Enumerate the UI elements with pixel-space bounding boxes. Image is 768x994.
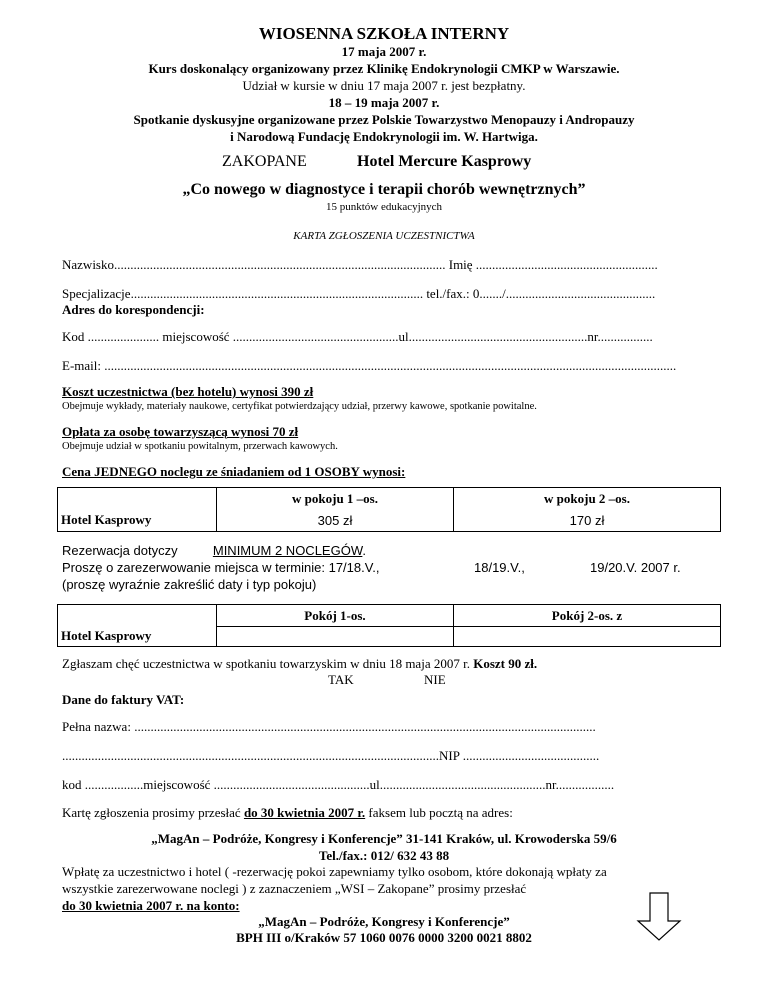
name-field[interactable]: Nazwisko...................................................................................................... Imię ........................................................ xyxy=(62,257,658,272)
price-header-double: w pokoju 2 –os. xyxy=(454,488,721,510)
invoice-name-field[interactable]: Pełna nazwa: .............................................................................................................................................. xyxy=(62,719,596,734)
social-yes-option[interactable]: TAK xyxy=(328,672,354,687)
reservation-line-2: Proszę o zarezerwowanie miejsca w terminie: 17/18.V., xyxy=(62,560,380,575)
payment-deadline: do 30 kwietnia 2007 r. na konto: xyxy=(62,898,240,913)
email-field[interactable]: E-mail: ................................................................................................................................................................................ xyxy=(62,358,677,373)
room-header-double: Pokój 2-os. z xyxy=(454,605,721,627)
bank-account: BPH III o/Kraków 57 1060 0076 0000 3200 0021 8802 xyxy=(236,930,532,945)
reservation-label: Rezerwacja dotyczy xyxy=(62,543,178,558)
price-title: Cena JEDNEGO noclegu ze śniadaniem od 1 OSOBY wynosi: xyxy=(62,464,406,479)
reservation-date-c[interactable]: 19/20.V. 2007 r. xyxy=(590,560,681,575)
companion-title: Opłata za osobę towarzyszącą wynosi 70 zł xyxy=(62,424,299,439)
hotel-name: Hotel Mercure Kasprowy xyxy=(357,153,532,170)
social-line xyxy=(62,656,537,672)
room-row-label: Hotel Kasprowy xyxy=(58,627,217,647)
social-no-option[interactable]: NIE xyxy=(424,672,446,687)
page-title: WIOSENNA SZKOŁA INTERNY xyxy=(258,24,510,43)
city: ZAKOPANE xyxy=(222,153,307,170)
room-table-corner xyxy=(58,605,217,627)
address-label: Adres do korespondencji: xyxy=(62,302,205,317)
agency-phone: Tel./fax.: 012/ 632 43 88 xyxy=(318,848,450,863)
course-description: Kurs doskonalący organizowany przez Klinikę Endokrynologii CMKP w Warszawie. xyxy=(148,61,620,76)
price-table xyxy=(57,487,721,532)
payment-line-1: Wpłatę za uczestnictwo i hotel ( -rezerwację pokoi zapewniamy tylko osobom, które dokonają wpłaty za xyxy=(62,864,607,879)
edu-points: 15 punktów edukacyjnych xyxy=(325,201,443,213)
reservation-line-1 xyxy=(62,543,366,558)
specialization-field[interactable]: Specjalizacje.......................................................................................... tel./fax.: 0......./.............................................. xyxy=(62,286,656,301)
room-double-cell[interactable] xyxy=(454,627,721,647)
payment-company: „MagAn – Podróże, Kongresy i Konferencje” xyxy=(258,914,510,929)
reservation-line-3: (proszę wyraźnie zakreślić daty i typ pokoju) xyxy=(62,577,317,592)
meeting-date: 18 – 19 maja 2007 r. xyxy=(328,95,440,110)
invoice-address-field[interactable]: kod ..................miejscowość ................................................ul...................................................nr.................. xyxy=(62,777,615,792)
price-double: 170 zł xyxy=(454,510,721,532)
cost-note: Obejmuje wykłady, materiały naukowe, certyfikat potwierdzający udział, przerwy kawowe, spotkanie powitalne. xyxy=(62,401,537,412)
social-cost: Koszt 90 zł. xyxy=(473,656,538,671)
price-single: 305 zł xyxy=(217,510,454,532)
meeting-organizers-1: Spotkanie dyskusyjne organizowane przez Polskie Towarzystwo Menopauzy i Andropauzy xyxy=(133,112,635,127)
send-method: faksem lub pocztą na adres: xyxy=(368,805,513,820)
payment-line-2: wszystkie zarezerwowane noclegi ) z zaznaczeniem „WSI – Zakopane” prosimy przesłać xyxy=(62,881,527,896)
send-text: Kartę zgłoszenia prosimy przesłać xyxy=(62,805,241,820)
reservation-minimum: MINIMUM 2 NOCLEGÓW xyxy=(212,543,363,558)
companion-note: Obejmuje udział w spotkaniu powitalnym, przerwach kawowych. xyxy=(62,441,338,452)
form-title: KARTA ZGŁOSZENIA UCZESTNICTWA xyxy=(293,230,475,242)
invoice-nip-field[interactable]: ....................................................................................................................NIP .......................................... xyxy=(62,748,600,763)
room-single-cell[interactable] xyxy=(217,627,454,647)
course-date: 17 maja 2007 r. xyxy=(341,44,427,59)
social-text: Zgłaszam chęć uczestnictwa w spotkaniu towarzyskim w dniu 18 maja 2007 r. xyxy=(62,656,470,671)
room-header-single: Pokój 1-os. xyxy=(217,605,454,627)
reservation-period: . xyxy=(362,543,366,558)
reservation-date-b[interactable]: 18/19.V., xyxy=(474,560,525,575)
agency-address: „MagAn – Podróże, Kongresy i Konferencje” 31-141 Kraków, ul. Krowoderska 59/6 xyxy=(151,831,617,846)
postal-field[interactable]: Kod ...................... miejscowość ...................................................ul.......................................................nr................. xyxy=(62,329,653,344)
invoice-title: Dane do faktury VAT: xyxy=(62,692,185,707)
meeting-organizers-2: i Narodową Fundację Endokrynologii im. W. Hartwiga. xyxy=(230,129,538,144)
room-table xyxy=(57,604,721,647)
price-row-label: Hotel Kasprowy xyxy=(58,510,217,532)
cost-title: Koszt uczestnictwa (bez hotelu) wynosi 390 zł xyxy=(62,384,314,399)
free-note: Udział w kursie w dniu 17 maja 2007 r. jest bezpłatny. xyxy=(242,78,526,93)
price-table-corner xyxy=(58,488,217,510)
price-header-single: w pokoju 1 –os. xyxy=(217,488,454,510)
down-arrow-icon xyxy=(636,892,682,942)
send-instructions xyxy=(62,805,513,821)
conference-topic: „Co nowego w diagnostyce i terapii chorób wewnętrznych” xyxy=(182,181,586,198)
send-deadline: do 30 kwietnia 2007 r. xyxy=(243,805,366,820)
